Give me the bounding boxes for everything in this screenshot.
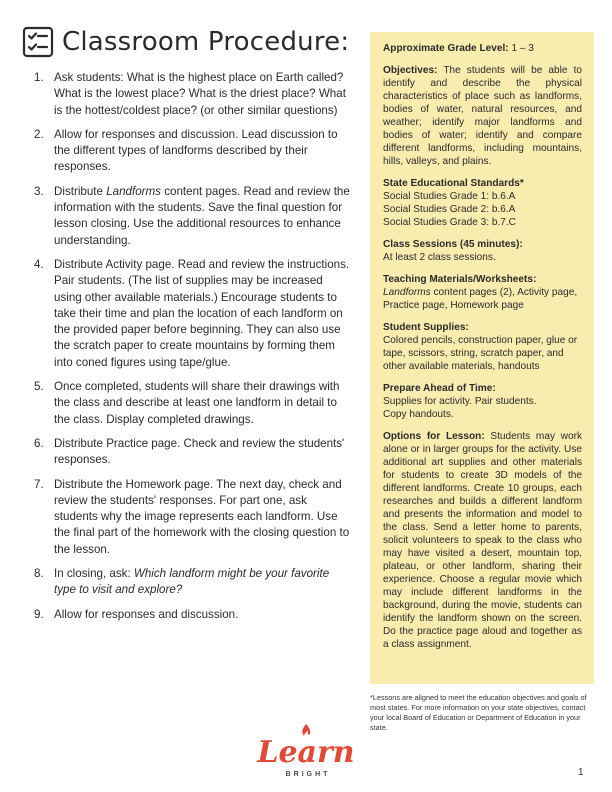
step-number: 5. — [34, 380, 44, 394]
lesson-options-label: Options for Lesson: — [383, 431, 485, 442]
standard-line: Social Studies Grade 1: b.6.A — [383, 191, 516, 202]
objectives — [383, 64, 582, 168]
step-text: Allow for responses and discussion. Lead discussion to the different types of landforms described by their responses. — [54, 127, 338, 174]
page-number: 1 — [578, 767, 584, 778]
student-supplies-text: Colored pencils, construction paper, glue or tape, scissors, string, scratch paper, and other available materials, handouts — [383, 335, 578, 372]
procedure-step-5 — [28, 379, 350, 428]
teaching-materials-text: content pages (2), Activity page, Practice page, Homework page — [383, 287, 578, 311]
standard-line: Social Studies Grade 2: b.6.A — [383, 204, 516, 215]
grade-level-label: Approximate Grade Level: — [383, 43, 509, 54]
procedure-step-8 — [28, 566, 350, 599]
procedure-step-6 — [28, 436, 350, 469]
step-text: Allow for responses and discussion. — [54, 607, 239, 621]
grade-level — [383, 42, 582, 55]
state-standards-label: State Educational Standards* — [383, 178, 524, 189]
procedure-step-7 — [28, 477, 350, 558]
student-supplies-label: Student Supplies: — [383, 322, 469, 333]
lesson-options-text: Students may work alone or in larger groups for the activity. Use additional art supplies and other materials for students to create 3D models of the different landforms. Create 10 groups, each researches and builds a different landform and presents the information and model to the class. Send a letter home to parents, solicit volunteers to speak to the class who may have visited a desert, mountain top, plateau, or other landform, sharing their experience. Choose a regular movie which may include different landforms in the background, during the movie, students can identify the landform shown on the screen. Do the practice page aloud and together as a class assignment. — [383, 431, 583, 650]
objectives-text: The students will be able to identify and describe the physical characteristics of place such as landforms, bodies of water, natural resources, and weather; identify major landforms and bodies of water; identify and compare different landforms, including mountains, hills, valleys, and plains. — [383, 65, 582, 167]
step-text-em: Which landform might be your favorite type to visit and explore? — [54, 567, 330, 597]
objectives-label: Objectives: — [383, 65, 438, 76]
step-number: 9. — [34, 607, 44, 621]
standards-footnote: *Lessons are aligned to meet the education objectives and goals of most states. For more information on your state objectives, contact your local Board of Education or Department of Education in your state. — [370, 693, 587, 732]
teaching-materials-em: Landforms — [383, 287, 431, 298]
learn-bright-logo — [248, 722, 364, 780]
procedure-step-1 — [28, 70, 350, 119]
prepare-ahead — [383, 382, 582, 421]
class-sessions-label: Class Sessions (45 minutes): — [383, 239, 523, 250]
step-number: 1. — [34, 71, 44, 84]
prepare-line: Supplies for activity. Pair students. — [383, 396, 537, 407]
step-text: Ask students: What is the highest place on Earth called? What is the lowest place? What is the driest place? What is the hottest/coldest place? (or other similar questions) — [54, 71, 346, 117]
class-sessions — [383, 238, 582, 264]
procedure-step-3 — [28, 184, 350, 249]
step-number: 7. — [34, 477, 44, 491]
procedure-step-4 — [28, 257, 350, 371]
student-supplies — [383, 321, 582, 373]
step-text-post: content pages. Read and review the information with the students. Save the final question for lesson closing. Use the additional resources to enhance understanding. — [54, 184, 350, 247]
header — [22, 24, 349, 60]
procedure-step-9 — [28, 607, 350, 623]
procedure-step-2 — [28, 127, 350, 176]
page-title: Classroom Procedure: — [62, 27, 350, 57]
procedure-list — [28, 70, 350, 631]
prepare-ahead-label: Prepare Ahead of Time: — [383, 383, 496, 394]
teaching-materials-label: Teaching Materials/Worksheets: — [383, 274, 537, 285]
checklist-icon — [22, 26, 54, 58]
step-number: 4. — [34, 257, 44, 271]
lesson-options — [383, 430, 582, 651]
lesson-info-sidebar — [370, 32, 594, 684]
step-number: 3. — [34, 184, 44, 198]
step-text-em: Landforms — [106, 184, 161, 198]
step-text: Distribute the Homework page. The next day, check and review the students' responses. For part one, ask students why the image represents each landform. Use the final part of the homework with the closing question to the lesson. — [54, 477, 350, 556]
state-standards — [383, 177, 582, 229]
step-text: Distribute Activity page. Read and review the instructions. Pair students. (The list of supplies may be increased using other available materials.) Encourage students to take their time and plan the location of each landform on the provided paper before beginning. They can also use the scratch paper to create mountains by forming them into coned figures using tape/glue. — [54, 257, 350, 369]
class-sessions-text: At least 2 class sessions. — [383, 252, 496, 263]
step-text-pre: In closing, ask: — [54, 567, 134, 581]
step-text: Distribute Practice page. Check and review the students' responses. — [54, 436, 345, 467]
logo-text: Learn — [257, 735, 355, 770]
logo-subtext: BRIGHT — [285, 771, 331, 778]
step-number: 8. — [34, 567, 44, 581]
teaching-materials — [383, 273, 582, 312]
step-number: 6. — [34, 436, 44, 450]
standard-line: Social Studies Grade 3: b.7.C — [383, 217, 516, 228]
prepare-line: Copy handouts. — [383, 409, 454, 420]
step-text-pre: Distribute — [54, 184, 107, 198]
step-number: 2. — [34, 127, 44, 141]
grade-level-value: 1 – 3 — [508, 43, 534, 54]
step-text: Once completed, students will share their drawings with the class and describe at least one landform in detail to the class. Display completed drawings. — [54, 380, 340, 426]
